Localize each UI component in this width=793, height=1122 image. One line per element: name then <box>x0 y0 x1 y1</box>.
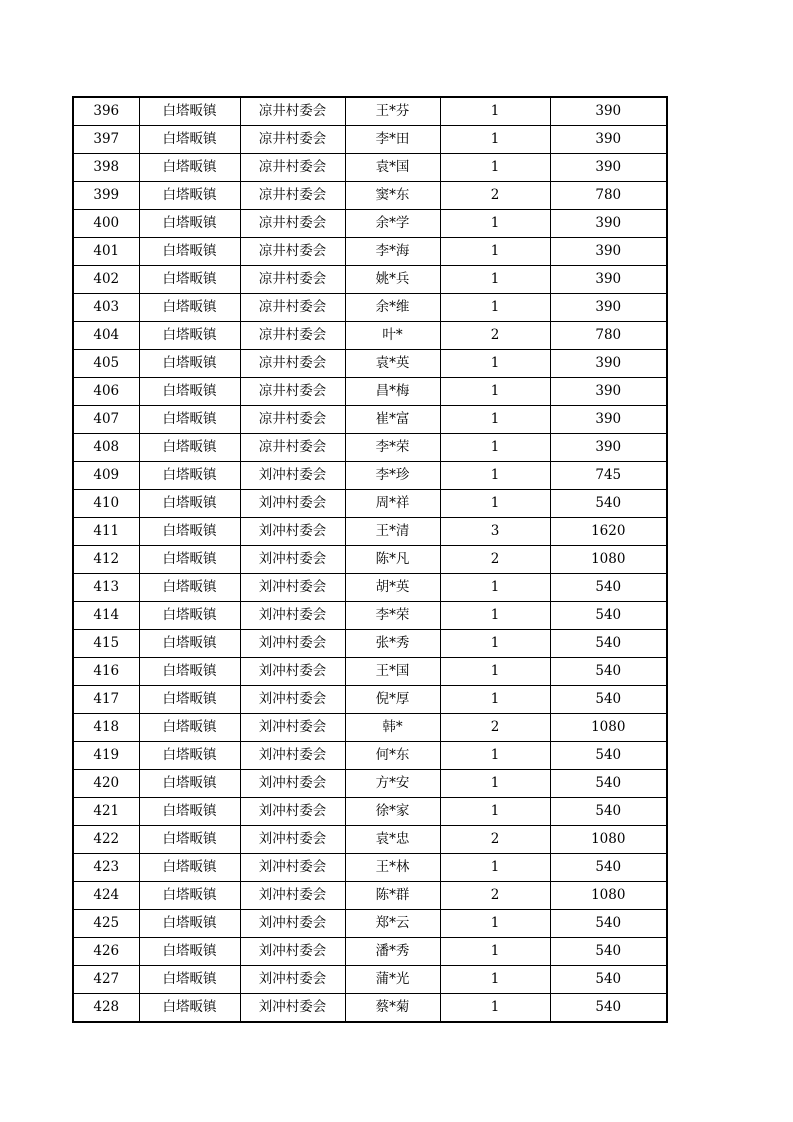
row-number-cell: 403 <box>73 294 139 322</box>
row-number-cell: 406 <box>73 378 139 406</box>
count-cell: 1 <box>440 266 550 294</box>
village-cell: 刘冲村委会 <box>240 854 345 882</box>
amount-cell: 390 <box>550 406 667 434</box>
village-cell: 凉井村委会 <box>240 210 345 238</box>
village-cell: 凉井村委会 <box>240 322 345 350</box>
table-row <box>73 798 667 826</box>
table-row <box>73 490 667 518</box>
town-cell: 白塔畈镇 <box>139 97 240 126</box>
row-number-cell: 409 <box>73 462 139 490</box>
count-cell: 1 <box>440 462 550 490</box>
count-cell: 1 <box>440 994 550 1023</box>
name-cell: 郑*云 <box>345 910 440 938</box>
village-cell: 刘冲村委会 <box>240 994 345 1023</box>
table-row <box>73 378 667 406</box>
village-cell: 凉井村委会 <box>240 154 345 182</box>
town-cell: 白塔畈镇 <box>139 350 240 378</box>
amount-cell: 1080 <box>550 882 667 910</box>
table-row <box>73 518 667 546</box>
count-cell: 1 <box>440 742 550 770</box>
row-number-cell: 419 <box>73 742 139 770</box>
name-cell: 蒲*光 <box>345 966 440 994</box>
village-cell: 刘冲村委会 <box>240 462 345 490</box>
count-cell: 3 <box>440 518 550 546</box>
village-cell: 刘冲村委会 <box>240 630 345 658</box>
town-cell: 白塔畈镇 <box>139 294 240 322</box>
count-cell: 1 <box>440 294 550 322</box>
count-cell: 2 <box>440 546 550 574</box>
table-body <box>73 97 667 1022</box>
village-cell: 凉井村委会 <box>240 97 345 126</box>
table-row <box>73 994 667 1023</box>
amount-cell: 390 <box>550 350 667 378</box>
village-cell: 凉井村委会 <box>240 182 345 210</box>
town-cell: 白塔畈镇 <box>139 182 240 210</box>
count-cell: 2 <box>440 322 550 350</box>
name-cell: 张*秀 <box>345 630 440 658</box>
village-cell: 刘冲村委会 <box>240 938 345 966</box>
row-number-cell: 408 <box>73 434 139 462</box>
name-cell: 余*维 <box>345 294 440 322</box>
count-cell: 1 <box>440 630 550 658</box>
town-cell: 白塔畈镇 <box>139 518 240 546</box>
amount-cell: 390 <box>550 294 667 322</box>
name-cell: 窦*东 <box>345 182 440 210</box>
count-cell: 1 <box>440 770 550 798</box>
town-cell: 白塔畈镇 <box>139 630 240 658</box>
town-cell: 白塔畈镇 <box>139 854 240 882</box>
beneficiary-table <box>72 96 668 1023</box>
table-row <box>73 210 667 238</box>
table-row <box>73 126 667 154</box>
row-number-cell: 401 <box>73 238 139 266</box>
town-cell: 白塔畈镇 <box>139 966 240 994</box>
name-cell: 叶* <box>345 322 440 350</box>
name-cell: 姚*兵 <box>345 266 440 294</box>
count-cell: 2 <box>440 714 550 742</box>
row-number-cell: 423 <box>73 854 139 882</box>
village-cell: 凉井村委会 <box>240 126 345 154</box>
table-row <box>73 658 667 686</box>
name-cell: 徐*家 <box>345 798 440 826</box>
name-cell: 李*田 <box>345 126 440 154</box>
town-cell: 白塔畈镇 <box>139 210 240 238</box>
table-row <box>73 294 667 322</box>
name-cell: 潘*秀 <box>345 938 440 966</box>
row-number-cell: 405 <box>73 350 139 378</box>
town-cell: 白塔畈镇 <box>139 574 240 602</box>
count-cell: 1 <box>440 154 550 182</box>
amount-cell: 390 <box>550 97 667 126</box>
table-row <box>73 938 667 966</box>
village-cell: 凉井村委会 <box>240 434 345 462</box>
name-cell: 崔*富 <box>345 406 440 434</box>
name-cell: 昌*梅 <box>345 378 440 406</box>
name-cell: 李*珍 <box>345 462 440 490</box>
town-cell: 白塔畈镇 <box>139 322 240 350</box>
count-cell: 1 <box>440 574 550 602</box>
amount-cell: 390 <box>550 154 667 182</box>
row-number-cell: 397 <box>73 126 139 154</box>
count-cell: 1 <box>440 854 550 882</box>
amount-cell: 390 <box>550 210 667 238</box>
village-cell: 刘冲村委会 <box>240 518 345 546</box>
row-number-cell: 427 <box>73 966 139 994</box>
row-number-cell: 426 <box>73 938 139 966</box>
village-cell: 刘冲村委会 <box>240 546 345 574</box>
town-cell: 白塔畈镇 <box>139 602 240 630</box>
name-cell: 何*东 <box>345 742 440 770</box>
town-cell: 白塔畈镇 <box>139 798 240 826</box>
amount-cell: 540 <box>550 770 667 798</box>
village-cell: 刘冲村委会 <box>240 910 345 938</box>
town-cell: 白塔畈镇 <box>139 910 240 938</box>
table-row <box>73 154 667 182</box>
count-cell: 1 <box>440 434 550 462</box>
count-cell: 1 <box>440 406 550 434</box>
town-cell: 白塔畈镇 <box>139 686 240 714</box>
town-cell: 白塔畈镇 <box>139 126 240 154</box>
row-number-cell: 418 <box>73 714 139 742</box>
town-cell: 白塔畈镇 <box>139 406 240 434</box>
row-number-cell: 425 <box>73 910 139 938</box>
amount-cell: 540 <box>550 938 667 966</box>
village-cell: 凉井村委会 <box>240 406 345 434</box>
row-number-cell: 402 <box>73 266 139 294</box>
row-number-cell: 424 <box>73 882 139 910</box>
count-cell: 1 <box>440 490 550 518</box>
row-number-cell: 396 <box>73 97 139 126</box>
count-cell: 1 <box>440 798 550 826</box>
table-row <box>73 574 667 602</box>
village-cell: 刘冲村委会 <box>240 742 345 770</box>
row-number-cell: 399 <box>73 182 139 210</box>
name-cell: 王*清 <box>345 518 440 546</box>
amount-cell: 1080 <box>550 546 667 574</box>
town-cell: 白塔畈镇 <box>139 714 240 742</box>
village-cell: 刘冲村委会 <box>240 574 345 602</box>
row-number-cell: 414 <box>73 602 139 630</box>
amount-cell: 540 <box>550 854 667 882</box>
row-number-cell: 413 <box>73 574 139 602</box>
name-cell: 蔡*菊 <box>345 994 440 1023</box>
name-cell: 李*荣 <box>345 602 440 630</box>
amount-cell: 540 <box>550 686 667 714</box>
amount-cell: 540 <box>550 602 667 630</box>
amount-cell: 780 <box>550 322 667 350</box>
town-cell: 白塔畈镇 <box>139 490 240 518</box>
village-cell: 凉井村委会 <box>240 350 345 378</box>
amount-cell: 1080 <box>550 826 667 854</box>
name-cell: 倪*厚 <box>345 686 440 714</box>
amount-cell: 390 <box>550 266 667 294</box>
amount-cell: 390 <box>550 238 667 266</box>
amount-cell: 540 <box>550 658 667 686</box>
amount-cell: 540 <box>550 966 667 994</box>
name-cell: 陈*群 <box>345 882 440 910</box>
row-number-cell: 407 <box>73 406 139 434</box>
village-cell: 刘冲村委会 <box>240 966 345 994</box>
count-cell: 1 <box>440 97 550 126</box>
table-row <box>73 434 667 462</box>
village-cell: 刘冲村委会 <box>240 714 345 742</box>
town-cell: 白塔畈镇 <box>139 994 240 1023</box>
village-cell: 刘冲村委会 <box>240 798 345 826</box>
amount-cell: 1620 <box>550 518 667 546</box>
table-row <box>73 966 667 994</box>
town-cell: 白塔畈镇 <box>139 434 240 462</box>
row-number-cell: 417 <box>73 686 139 714</box>
village-cell: 刘冲村委会 <box>240 658 345 686</box>
name-cell: 李*荣 <box>345 434 440 462</box>
count-cell: 1 <box>440 238 550 266</box>
amount-cell: 540 <box>550 910 667 938</box>
count-cell: 1 <box>440 910 550 938</box>
count-cell: 1 <box>440 350 550 378</box>
table-row <box>73 266 667 294</box>
village-cell: 刘冲村委会 <box>240 490 345 518</box>
town-cell: 白塔畈镇 <box>139 882 240 910</box>
village-cell: 凉井村委会 <box>240 378 345 406</box>
amount-cell: 390 <box>550 126 667 154</box>
name-cell: 周*祥 <box>345 490 440 518</box>
count-cell: 2 <box>440 182 550 210</box>
count-cell: 1 <box>440 658 550 686</box>
table-row <box>73 602 667 630</box>
count-cell: 1 <box>440 126 550 154</box>
count-cell: 1 <box>440 602 550 630</box>
village-cell: 刘冲村委会 <box>240 770 345 798</box>
amount-cell: 540 <box>550 742 667 770</box>
table-row <box>73 350 667 378</box>
name-cell: 胡*英 <box>345 574 440 602</box>
row-number-cell: 428 <box>73 994 139 1023</box>
name-cell: 方*安 <box>345 770 440 798</box>
count-cell: 2 <box>440 826 550 854</box>
village-cell: 刘冲村委会 <box>240 826 345 854</box>
table-row <box>73 770 667 798</box>
table-row <box>73 630 667 658</box>
count-cell: 2 <box>440 882 550 910</box>
name-cell: 袁*忠 <box>345 826 440 854</box>
count-cell: 1 <box>440 378 550 406</box>
town-cell: 白塔畈镇 <box>139 266 240 294</box>
town-cell: 白塔畈镇 <box>139 770 240 798</box>
row-number-cell: 404 <box>73 322 139 350</box>
town-cell: 白塔畈镇 <box>139 154 240 182</box>
table-row <box>73 826 667 854</box>
table-row <box>73 406 667 434</box>
town-cell: 白塔畈镇 <box>139 742 240 770</box>
table-row <box>73 462 667 490</box>
name-cell: 袁*国 <box>345 154 440 182</box>
amount-cell: 745 <box>550 462 667 490</box>
village-cell: 凉井村委会 <box>240 266 345 294</box>
row-number-cell: 416 <box>73 658 139 686</box>
amount-cell: 390 <box>550 378 667 406</box>
table-row <box>73 182 667 210</box>
table-row <box>73 854 667 882</box>
amount-cell: 540 <box>550 574 667 602</box>
town-cell: 白塔畈镇 <box>139 546 240 574</box>
amount-cell: 390 <box>550 434 667 462</box>
amount-cell: 780 <box>550 182 667 210</box>
name-cell: 王*林 <box>345 854 440 882</box>
amount-cell: 540 <box>550 798 667 826</box>
amount-cell: 540 <box>550 630 667 658</box>
row-number-cell: 420 <box>73 770 139 798</box>
table-row <box>73 238 667 266</box>
count-cell: 1 <box>440 686 550 714</box>
town-cell: 白塔畈镇 <box>139 462 240 490</box>
town-cell: 白塔畈镇 <box>139 238 240 266</box>
name-cell: 王*芬 <box>345 97 440 126</box>
town-cell: 白塔畈镇 <box>139 378 240 406</box>
amount-cell: 1080 <box>550 714 667 742</box>
village-cell: 凉井村委会 <box>240 238 345 266</box>
row-number-cell: 411 <box>73 518 139 546</box>
name-cell: 王*国 <box>345 658 440 686</box>
table-row <box>73 910 667 938</box>
table-row <box>73 97 667 126</box>
count-cell: 1 <box>440 210 550 238</box>
town-cell: 白塔畈镇 <box>139 826 240 854</box>
table-row <box>73 882 667 910</box>
name-cell: 韩* <box>345 714 440 742</box>
table-row <box>73 686 667 714</box>
name-cell: 余*学 <box>345 210 440 238</box>
table-row <box>73 546 667 574</box>
row-number-cell: 415 <box>73 630 139 658</box>
name-cell: 袁*英 <box>345 350 440 378</box>
row-number-cell: 412 <box>73 546 139 574</box>
name-cell: 李*海 <box>345 238 440 266</box>
village-cell: 凉井村委会 <box>240 294 345 322</box>
amount-cell: 540 <box>550 994 667 1023</box>
name-cell: 陈*凡 <box>345 546 440 574</box>
row-number-cell: 410 <box>73 490 139 518</box>
table-row <box>73 322 667 350</box>
row-number-cell: 421 <box>73 798 139 826</box>
row-number-cell: 400 <box>73 210 139 238</box>
table-row <box>73 714 667 742</box>
count-cell: 1 <box>440 966 550 994</box>
village-cell: 刘冲村委会 <box>240 882 345 910</box>
town-cell: 白塔畈镇 <box>139 658 240 686</box>
village-cell: 刘冲村委会 <box>240 686 345 714</box>
row-number-cell: 422 <box>73 826 139 854</box>
amount-cell: 540 <box>550 490 667 518</box>
village-cell: 刘冲村委会 <box>240 602 345 630</box>
row-number-cell: 398 <box>73 154 139 182</box>
town-cell: 白塔畈镇 <box>139 938 240 966</box>
count-cell: 1 <box>440 938 550 966</box>
table-row <box>73 742 667 770</box>
